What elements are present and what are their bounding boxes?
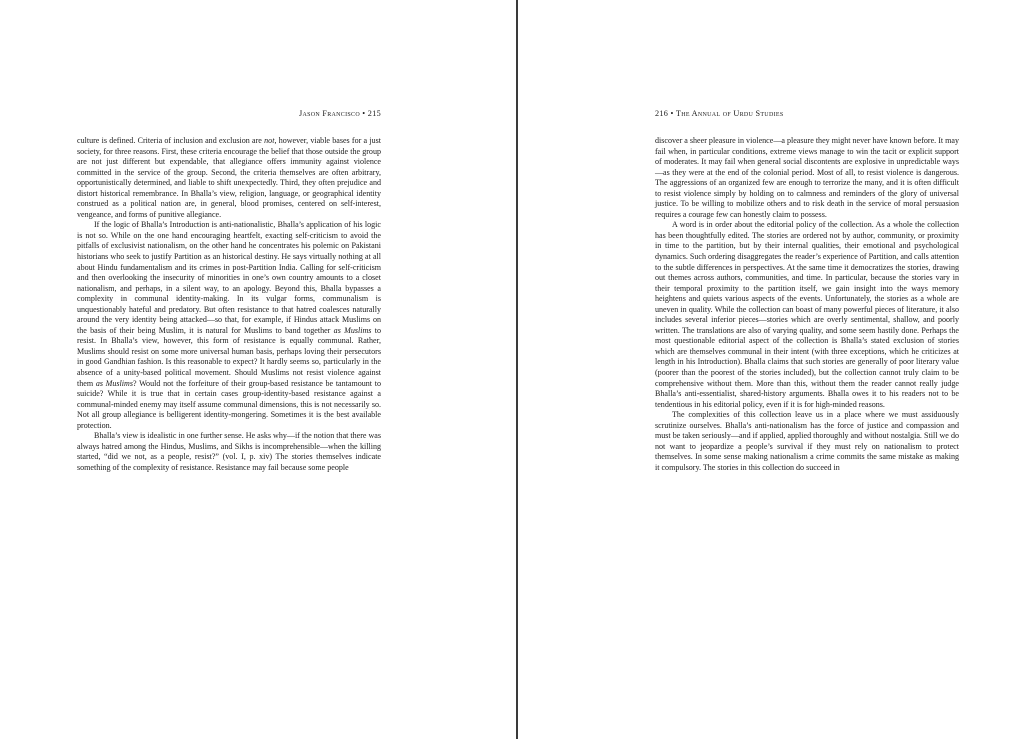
paragraph: If the logic of Bhalla’s Introduction is anti-nationalistic, Bhalla’s application of his logic is not so. While on the one hand encouraging heartfelt, exacting self-criticism to avoid the pitfalls of exclusivist nationalism, on the other hand he concentrates his polemic on Pakistani historians who seek to justify Partition as an historical destiny. He says virtually nothing at all about Hindu fundamentalism and its crimes in post-Partition India. Calling for self-criticism and then overlooking the insecurity of minorities in one’s own country amounts to a closet nationalism, and perhaps, in a silent way, to an apology. Beyond this, Bhalla bypasses a complexity in communal identity-making. In its vulgar forms, communalism is unquestionably hateful and predatory. But often resistance to that hatred coalesces naturally around the very identity being attacked—so that, for example, if Hindus attack Muslims on the basis of their being Muslim, it is natural for Muslims to band together as Muslims to resist. In Bhalla’s view, however, this form of resistance is equally communal. Rather, Muslims should resist on some more universal human basis, perhaps loving their persecutors in good Gandhian fashion. Is this reasonable to expect? It hardly seems so, particularly in the absence of a unity-based political movement. Should Muslims not resist violence against them as Muslims? Would not the forfeiture of their group-based resistance be tantamount to suicide? While it is true that in certain cases group-identity-based resistance against a communal-minded enemy may itself assume communal dimensions, this is not necessarily so. Not all group allegiance is belligerent identity-mongering. Sometimes it is the best available protection. [77,220,381,430]
left-running-header: Jason Francisco • 215 [298,109,381,118]
paragraph: discover a sheer pleasure in violence—a pleasure they might never have known before. It may fail when, in particular conditions, extreme views manage to win the tacit or explicit support of moderates. It may fail when general social discontents are explosive in unpredictable ways—as they were at the end of the colonial period. Most of all, to resist violence is dangerous. The aggressions of an organized few are enough to terrorize the many, and it is often difficult to resist violence simply by holding on to calmness and reminders of the glory of universal justice. To be willing to mobilize others and to risk death in the service of moral persuasion requires a courage few can honestly claim to possess. [655,136,959,219]
right-running-header: 216 • The Annual of Urdu Studies [655,109,784,118]
paragraph: The complexities of this collection leave us in a place where we must assiduously scrutinize ourselves. Bhalla’s anti-nationalism has the force of justice and compassion and must be taken seriously—and if applied, applied thoroughly and without nostalgia. Still we do not want to jeopardize a people’s survival if they must rely on nationalism to protect themselves. In some sense making nationalism a crime commits the same mistake as making it compulsory. The stories in this collection do succeed in [655,410,959,472]
right-page-body [655,136,959,474]
paragraph: culture is defined. Criteria of inclusion and exclusion are not, however, viable bases for a just society, for three reasons. First, these criteria encourage the belief that those outside the group are not just different but expendable, that allegiance offers immunity against violence committed in the service of the group. Second, the criteria themselves are often arbitrary, opportunistically determined, and liable to shift unexpectedly. Third, they often prejudice and distort historical remembrance. In Bhalla’s view, religion, language, or geographical identity construed as a political nation are, in general, blood promises, centered on self-interest, vengeance, and forms of punitive allegiance. [77,136,381,219]
paragraph: A word is in order about the editorial policy of the collection. As a whole the collection has been thoughtfully edited. The stories are ordered not by author, community, or proximity in time to the partition, but by their internal qualities, their emotional and psychological dynamics. Such ordering disaggregates the reader’s experience of Partition, and calls attention to the subtle differences in perspectives. At the same time it democratizes the stories, drawing out themes across authors, communities, and time. In particular, because the stories vary in their temporal proximity to the partition itself, we gain insight into the ways memory heightens and quiets various aspects of the events. Unfortunately, the stories as a whole are uneven in quality. While the collection can boast of many powerful pieces of literature, it also includes several inferior pieces—stories which are overly sentimental, shallow, and poorly written. The translations are also of varying quality, and some seem hastily done. Perhaps the most questionable editorial aspect of the collection is Bhalla’s stated exclusion of stories which are themselves communal in their intent (with three exceptions, which he criticizes at length in his Introduction). Bhalla claims that such stories are generally of poor literary value (poorer than the poorest of the stories included), but the collection cannot truly claim to be comprehensive without them. More than this, without them the reader cannot really judge Bhalla’s anti-essentialist, shared-history arguments. Bhalla owes it to his readers not to be tendentious in his editorial policy, even if it is for high-minded reasons. [655,220,959,409]
paragraph: Bhalla’s view is idealistic in one further sense. He asks why—if the notion that there was always hatred among the Hindus, Muslims, and Sikhs is incomprehensible—when the killing started, “did we not, as a people, resist?” (vol. I, p. xiv) The stories themselves indicate something of the complexity of resistance. Resistance may fail because some people [77,431,381,472]
left-page-body [77,136,381,474]
right-page [518,0,1024,739]
